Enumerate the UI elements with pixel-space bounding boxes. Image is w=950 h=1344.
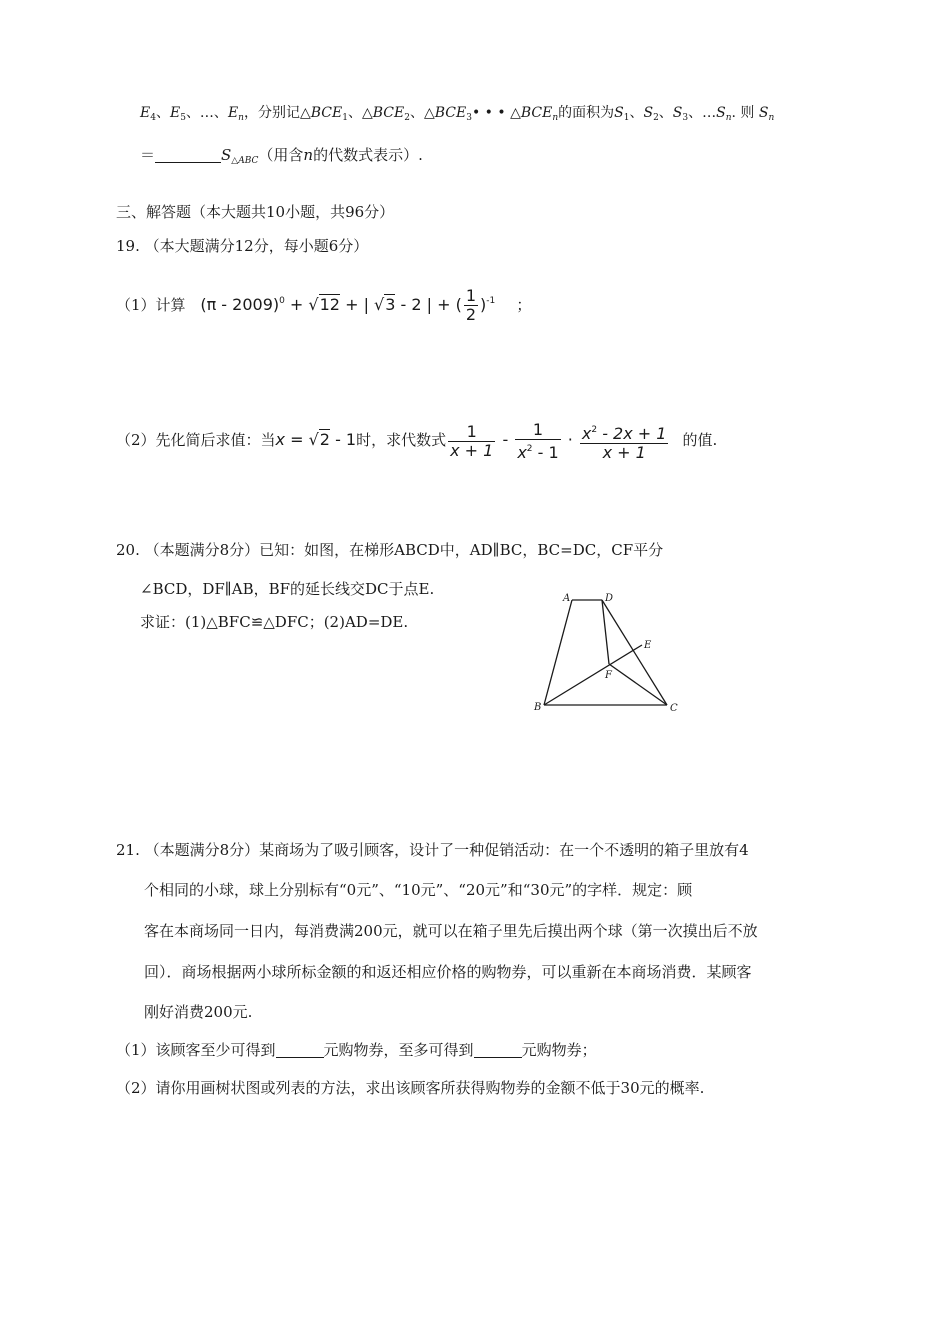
- vertex-e: E: [644, 640, 652, 651]
- fraction-half: $\frac{1}{2}$: [465, 286, 477, 324]
- q19-part1-expression: (π - 2009)$^0$ + √12 + | √3 - 2 | + ( $\frac{1}{2}$ )$^{-1}$: [200, 286, 496, 324]
- q21-line3: 客在本商场同一日内，每消费满200元，就可以在箱子里先后摸出两个球（第一次摸出后不放: [144, 922, 758, 940]
- q19-part2: （2）先化简后求值：当x = √2 - 1时，求代数式 $\frac{1}{x + 1}$ - $\frac{1}{x^2 - 1}$ · $\frac{x^2 - 2x + 1}{x + 1}$ 的值.: [116, 419, 718, 462]
- answer-blank-min: [276, 1043, 324, 1058]
- vertex-c: C: [670, 703, 678, 714]
- q19-header: 19. （本大题满分12分，每小题6分）: [116, 237, 369, 255]
- q18-line1: $E_4$、$E_5$、…、$E_n$，分别记$\triangle BCE_1$、$\triangle BCE_2$、$\triangle BCE_3•$ • • $\triangle BCE_n$的面积为$S_1$、$S_2$、$S_3$、$\dots S_n$. 则 $S_n$: [140, 105, 775, 123]
- fraction-1: $\frac{1}{x + 1}$: [450, 421, 494, 460]
- vertex-f: F: [605, 670, 612, 681]
- q20-line2: ∠BCD，DF∥AB，BF的延长线交DC于点E.: [140, 580, 435, 598]
- q20-line1: 20. （本题满分8分）已知：如图，在梯形ABCD中，AD∥BC，BC=DC，CF平分: [116, 541, 664, 559]
- q21-part1: （1）该顾客至少可得到 元购物券，至多可得到 元购物券；: [116, 1041, 597, 1059]
- vertex-d: D: [605, 593, 614, 604]
- q19-part1: （1）计算 (π - 2009)$^0$ + √12 + | √3 - 2 | + ( $\frac{1}{2}$ )$^{-1}$ ；: [116, 286, 532, 324]
- q21-line1: 21. （本题满分8分）某商场为了吸引顾客，设计了一种促销活动：在一个不透明的箱子里放有4: [116, 841, 749, 859]
- trapezoid-figure: [530, 590, 690, 730]
- vertex-a: A: [563, 593, 571, 604]
- q21-line4: 回）．商场根据两小球所标金额的和返还相应价格的购物券，可以重新在本商场消费．某顾客: [144, 963, 752, 981]
- q21-line5: 刚好消费200元.: [144, 1003, 253, 1021]
- q21-line2: 个相同的小球，球上分别标有“0元”、“10元”、“20元”和“30元”的字样．规定：顾: [144, 881, 693, 899]
- answer-blank: [155, 148, 221, 163]
- answer-blank-max: [474, 1043, 522, 1058]
- q21-part2: （2）请你用画树状图或列表的方法，求出该顾客所获得购物券的金额不低于30元的概率.: [116, 1079, 705, 1097]
- q20-line3: 求证：(1)△BFC≌△DFC；(2)AD=DE.: [140, 613, 409, 631]
- fraction-3: $\frac{x^2 - 2x + 1}{x + 1}$: [580, 421, 669, 462]
- vertex-b: B: [534, 702, 542, 713]
- fraction-2: $\frac{1}{x^2 - 1}$: [517, 419, 559, 462]
- q18-line2: ＝ $S_{\triangle ABC}$（用含n的代数式表示）.: [140, 146, 423, 166]
- section-heading: 三、解答题（本大题共10小题，共96分）: [116, 203, 395, 221]
